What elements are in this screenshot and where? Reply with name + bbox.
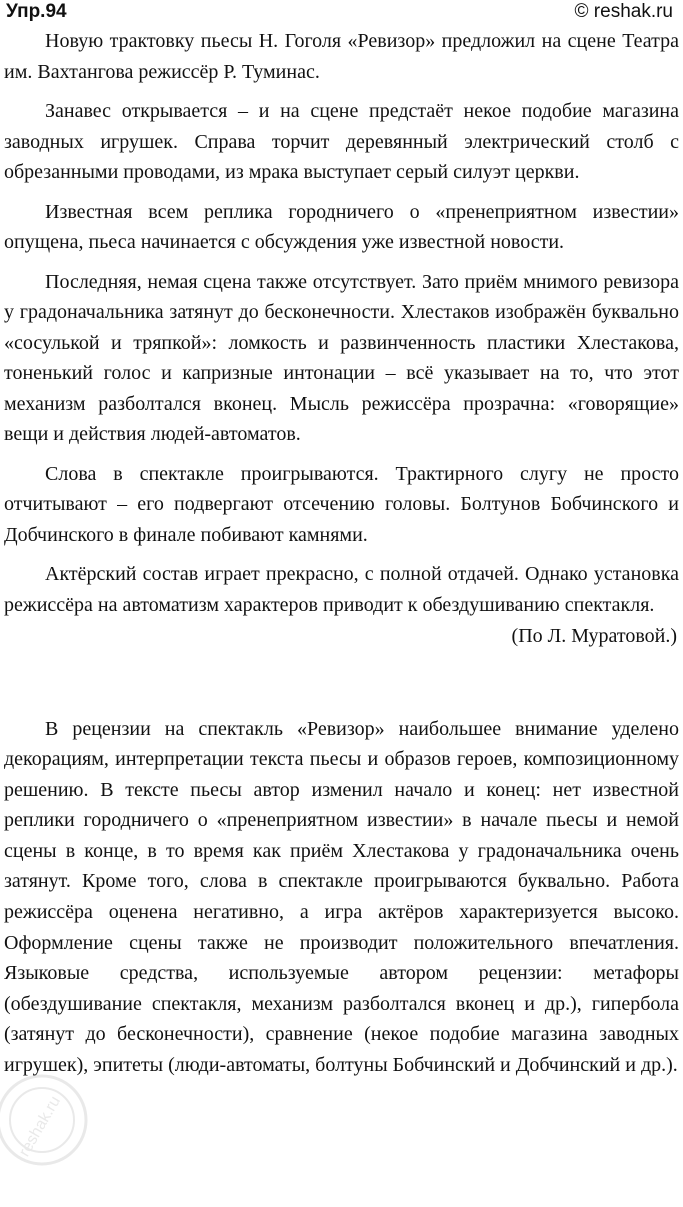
watermark-logo-icon (0, 1060, 102, 1200)
review-paragraph-1: Новую трактовку пьесы Н. Гоголя «Ревизор» предложил на сцене Театра им. Вахтангова режиссёр Р. Туминас. (4, 30, 679, 83)
review-paragraph-4: Последняя, немая сцена также отсутствует. Зато приём мнимого ревизора у градоначальника затянут до бесконечности. Хлестаков изображён буквально «сосулькой и тряпкой»: ломкость и развинченность пластики Хлестакова, тоненький голос и капризные интонации – всё указывает на то, что этот механизм разболтался вконец. Мысль режиссёра прозрачна: «говорящие» вещи и действия людей-автоматов. (4, 270, 679, 445)
header (4, 0, 679, 26)
source-label: © reshak.ru (574, 1, 673, 22)
watermark-text: reshak.ru (15, 1093, 65, 1160)
review-paragraph-5: Слова в спектакле проигрываются. Трактирного слугу не просто отчитывают – его подвергают отсечению головы. Болтунов Бобчинского и Добчинского в финале побивают камнями. (4, 462, 679, 546)
answer-paragraph: В рецензии на спектакль «Ревизор» наибольшее внимание уделено декорациям, интерпретации текста пьесы и образов героев, композиционному решению. В тексте пьесы автор изменил начало и конец: нет известной реплики городничего о «пренеприятном известии» в начале пьесы и немой сцены в конце, в то время как приём Хлестакова у градоначальника очень затянут. Кроме того, слова в спектакле проигрываются буквально. Работа режиссёра оценена негативно, а игра актёров характеризуется высоко. Оформление сцены также не производит положительного впечатления. Языковые средства, используемые автором рецензии: метафоры (обездушивание спектакля, механизм разболтался вконец и др.), гипербола (затянут до бесконечности), сравнение (некое подобие магазина заводных игрушек), эпитеты (люди-автоматы, болтуны Бобчинский и Добчинский и др.). (4, 717, 679, 1077)
review-paragraph-2: Занавес открывается – и на сцене предстаёт некое подобие магазина заводных игрушек. Справа торчит деревянный электрический столб с обрезанными проводами, из мрака выступает серый силуэт церкви. (4, 100, 679, 183)
review-text (4, 26, 679, 620)
attribution: (По Л. Муратовой.) (511, 625, 677, 647)
exercise-number: Упр.94 (6, 1, 67, 22)
answer-text (4, 714, 679, 1081)
review-paragraph-3: Известная всем реплика городничего о «пренеприятном известии» опущена, пьеса начинается с обсуждения уже известной новости. (4, 200, 679, 253)
review-paragraph-6: Актёрский состав играет прекрасно, с полной отдачей. Однако установка режиссёра на автоматизм характеров приводит к обездушиванию спектакля. (4, 563, 679, 616)
